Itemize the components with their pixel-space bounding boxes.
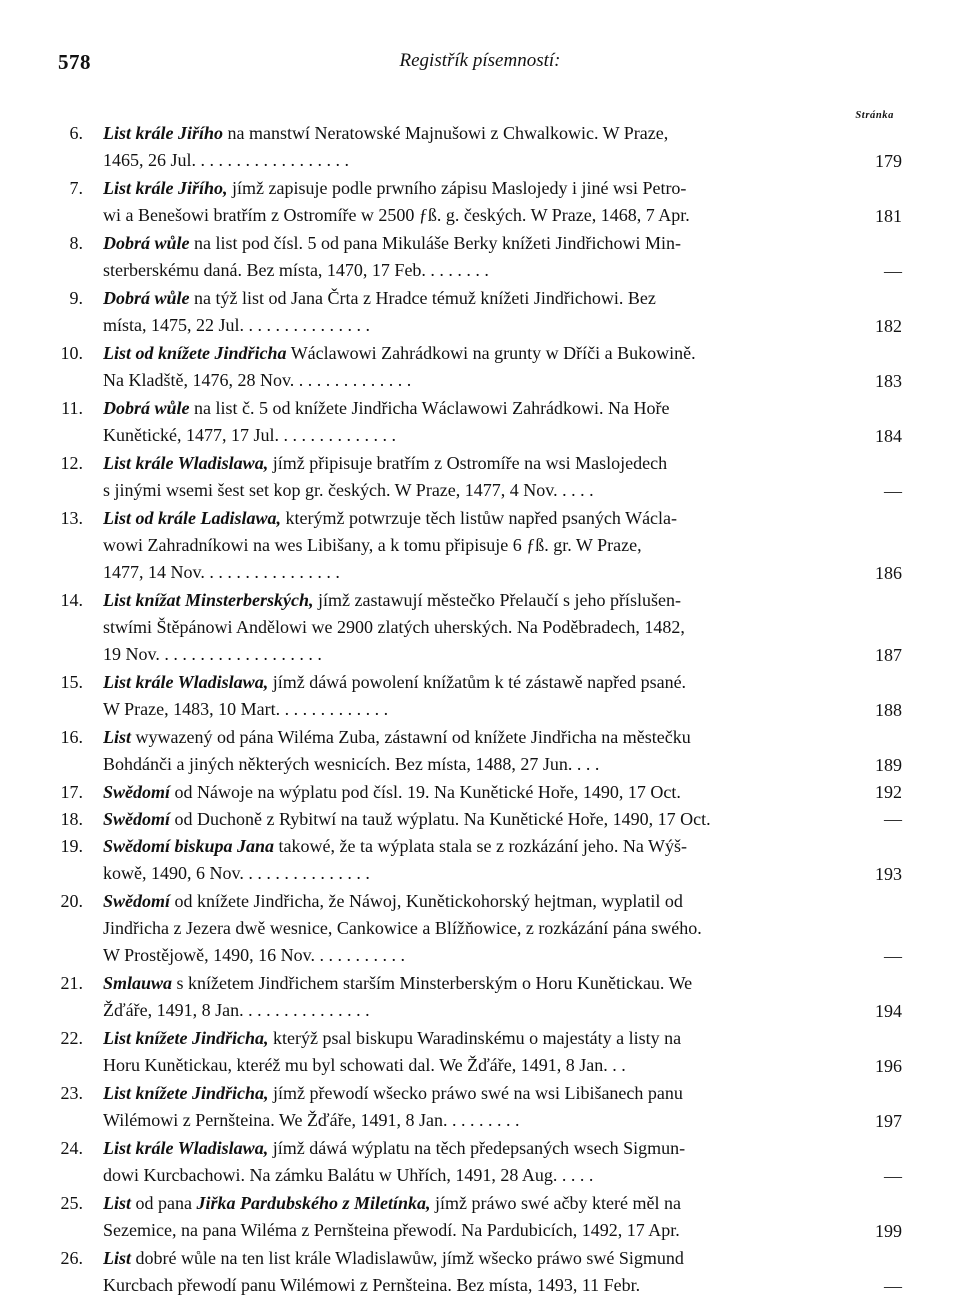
register-entry [40, 724, 902, 779]
entry-plain-text: 1465, 26 Jul. . . . . . . . . . . . . . . . . . [103, 150, 350, 170]
entry-plain-text: Na Kladště, 1476, 28 Nov. . . . . . . . . . . . . . [103, 370, 412, 390]
entry-plain-text: jímž zastawují městečko Přelaučí s jeho příslušen- [313, 590, 681, 610]
entry-number: 13. [60, 508, 83, 528]
entry-page-reference: 183 [875, 371, 902, 391]
register-entry [40, 120, 902, 175]
entry-plain-text: na list č. 5 od knížete Jindřicha Wáclawowi Zahrádkowi. Na Hoře [189, 398, 670, 418]
entry-text [103, 1080, 837, 1134]
register-entry [40, 970, 902, 1025]
entry-line [103, 312, 837, 339]
entry-text [103, 450, 837, 504]
entry-line [103, 587, 837, 614]
entry-page-reference: 179 [875, 151, 902, 171]
entry-line [103, 1190, 837, 1217]
register-entry [40, 779, 902, 806]
entry-plain-text: s knížetem Jindřichem starším Minsterberským o Horu Kunětickau. We [172, 973, 693, 993]
entry-line [103, 202, 837, 229]
entry-italic-title: List od knížete Jindřicha [103, 343, 287, 363]
entry-page-reference: — [884, 946, 902, 966]
entry-plain-text: jímž přewodí wšecko práwo swé na wsi Libišanech panu [268, 1083, 683, 1103]
entry-line [103, 696, 837, 723]
entry-plain-text: 1477, 14 Nov. . . . . . . . . . . . . . . . [103, 562, 340, 582]
register-entry [40, 450, 902, 505]
entry-line [103, 970, 837, 997]
entry-text [103, 888, 837, 969]
entry-line [103, 724, 837, 751]
entry-page-reference: — [884, 261, 902, 281]
entry-page-reference: — [884, 1276, 902, 1296]
entry-page-reference: 186 [875, 563, 902, 583]
entry-line [103, 340, 837, 367]
entry-line [103, 751, 837, 778]
entry-number: 7. [69, 178, 83, 198]
register-entry [40, 175, 902, 230]
entry-page-reference: 188 [875, 700, 902, 720]
entry-line [103, 888, 837, 915]
entry-plain-text: Sezemice, na pana Wiléma z Pernšteina přewodí. Na Pardubicích, 1492, 17 Apr. [103, 1220, 680, 1240]
entry-plain-text: kowě, 1490, 6 Nov. . . . . . . . . . . . . . . [103, 863, 370, 883]
entry-italic-title: Swědomí biskupa Jana [103, 836, 275, 856]
entry-plain-text: od Náwoje na wýplatu pod čísl. 19. Na Kunětické Hoře, 1490, 17 Oct. [170, 782, 681, 802]
entry-number: 26. [60, 1248, 83, 1268]
entry-page-reference: — [884, 809, 902, 829]
entry-plain-text: na týž list od Jana Črta z Hradce témuž knížeti Jindřichowi. Bez [189, 288, 656, 308]
entry-text [103, 779, 837, 806]
entry-number: 6. [69, 123, 83, 143]
register-entry [40, 230, 902, 285]
entry-plain-text: wywazený od pána Wiléma Zuba, zástawní od knížete Jindřicha na městečku [131, 727, 691, 747]
register-list [40, 120, 902, 1300]
entry-plain-text: místa, 1475, 22 Jul. . . . . . . . . . . . . . . [103, 315, 371, 335]
entry-number: 23. [60, 1083, 83, 1103]
entry-italic-title: Swědomí [103, 809, 171, 829]
entry-plain-text: jímž dáwá powolení knížatům k té zástawě napřed psané. [268, 672, 687, 692]
entry-page-reference: 187 [875, 645, 902, 665]
entry-plain-text: od Duchoně z Rybitwí na tauž wýplatu. Na Kunětické Hoře, 1490, 17 Oct. [170, 809, 711, 829]
entry-line [103, 120, 837, 147]
entry-text [103, 340, 837, 394]
register-entry [40, 340, 902, 395]
entry-page-reference: 189 [875, 755, 902, 775]
entry-number: 9. [69, 288, 83, 308]
entry-page-reference: — [884, 1166, 902, 1186]
entry-text [103, 230, 837, 284]
entry-italic-title: List knížete Jindřicha, [103, 1083, 269, 1103]
entry-line [103, 532, 837, 559]
entry-plain-text: 19 Nov. . . . . . . . . . . . . . . . . . . [103, 644, 322, 664]
entry-page-reference: 193 [875, 864, 902, 884]
entry-plain-text: W Praze, 1483, 10 Mart. . . . . . . . . . . . . [103, 699, 389, 719]
entry-plain-text: Jindřicha z Jezera dwě wesnice, Cankowice a Blížňowice, z rozkázání pána swého. [103, 918, 702, 938]
entry-line [103, 669, 837, 696]
entry-page-reference: 199 [875, 1221, 902, 1241]
entry-page-reference: — [884, 481, 902, 501]
entry-plain-text: jímž dáwá wýplatu na těch předepsaných wsech Sigmun- [268, 1138, 686, 1158]
entry-italic-title: List krále Wladislawa, [103, 1138, 269, 1158]
entry-text [103, 833, 837, 887]
register-entry [40, 285, 902, 340]
entry-number: 20. [60, 891, 83, 911]
entry-text [103, 806, 837, 833]
entry-plain-text: na manstwí Neratowské Majnušowi z Chwalkowic. W Praze, [223, 123, 669, 143]
entry-italic-title: List knížat Minsterberských, [103, 590, 314, 610]
entry-plain-text: Žďáře, 1491, 8 Jan. . . . . . . . . . . . . . . [103, 1000, 370, 1020]
entry-line [103, 1107, 837, 1134]
entry-italic-title: Dobrá wůle [103, 233, 190, 253]
entry-plain-text: W Prostějowě, 1490, 16 Nov. . . . . . . . . . . [103, 945, 405, 965]
page-number: 578 [58, 50, 91, 74]
entry-plain-text: stwími Štěpánowi Anděl​owi we 2900 zlatých uherských. Na Poděbradech, 1482, [103, 617, 685, 637]
entry-plain-text: Horu Kunětickau, kteréž mu byl schowati dal. We Žďáře, 1491, 8 Jan. . . [103, 1055, 626, 1075]
entry-page-reference: 192 [875, 782, 902, 802]
register-entry [40, 505, 902, 587]
entry-line [103, 450, 837, 477]
entry-line [103, 942, 837, 969]
entry-text [103, 285, 837, 339]
entry-italic-title: List od krále Ladislawa, [103, 508, 282, 528]
entry-number: 11. [61, 398, 83, 418]
entry-plain-text: dowi Kurcbachowi. Na zámku Balátu w Uhřích, 1491, 28 Aug. . . . . [103, 1165, 594, 1185]
entry-plain-text: od knížete Jindřicha, že Náwoj, Kunětickohorský hejtman, wyplatil od [170, 891, 683, 911]
entry-line [103, 1272, 837, 1299]
entry-text [103, 724, 837, 778]
register-entry [40, 395, 902, 450]
entry-line [103, 614, 837, 641]
entry-italic-title: Jiřka Pardubského z Miletínka, [196, 1193, 431, 1213]
entry-italic-title: Smlauwa [103, 973, 173, 993]
entry-page-reference: 184 [875, 426, 902, 446]
entry-plain-text: jímž připisuje bratřím z Ostromíře na wsi Maslojedech [268, 453, 668, 473]
entry-line [103, 1245, 837, 1272]
entry-number: 12. [60, 453, 83, 473]
entry-line [103, 175, 837, 202]
entry-line [103, 230, 837, 257]
entry-line [103, 1217, 837, 1244]
entry-page-reference: 181 [875, 206, 902, 226]
entry-plain-text: Kurcbach přewodí panu Wilémowi z Pernšteina. Bez místa, 1493, 11 Febr. [103, 1275, 641, 1295]
entry-page-reference: 196 [875, 1056, 902, 1076]
entry-line [103, 1162, 837, 1189]
entry-line [103, 1025, 837, 1052]
entry-line [103, 367, 837, 394]
register-entry [40, 1025, 902, 1080]
entry-italic-title: Dobrá wůle [103, 288, 190, 308]
entry-italic-title: Dobrá wůle [103, 398, 190, 418]
entry-text [103, 505, 837, 586]
entry-plain-text: takowé, že ta wýplata stala se z rozkázání jeho. Na Wýš- [274, 836, 688, 856]
register-entry [40, 833, 902, 888]
register-entry [40, 669, 902, 724]
entry-text [103, 175, 837, 229]
entry-number: 17. [60, 782, 83, 802]
register-entry [40, 1190, 902, 1245]
entry-number: 8. [69, 233, 83, 253]
entry-plain-text: kterýž psal biskupu Waradinskému o majestáty a listy na [268, 1028, 682, 1048]
entry-line [103, 147, 837, 174]
entry-italic-title: List krále Jiřího, [103, 178, 228, 198]
entry-text [103, 120, 837, 174]
entry-line [103, 641, 837, 668]
entry-plain-text: wi a Benešowi bratřím z Ostromíře w 2500 ƒß. g. českých. W Praze, 1468, 7 Apr. [103, 205, 690, 225]
entry-italic-title: Swědomí [103, 891, 171, 911]
entry-number: 10. [60, 343, 83, 363]
entry-text [103, 1245, 837, 1299]
entry-plain-text: wowi Zahradníkowi na wes Libišany, a k tomu připisuje 6 ƒß. gr. W Praze, [103, 535, 642, 555]
entry-italic-title: List [103, 1193, 132, 1213]
entry-plain-text: Bohdánči a jiných některých wesnicích. Bez místa, 1488, 27 Jun. . . . [103, 754, 600, 774]
register-entry [40, 587, 902, 669]
entry-line [103, 915, 837, 942]
entry-text [103, 1190, 837, 1244]
entry-plain-text: jímž práwo swé ačby které měl na [430, 1193, 681, 1213]
entry-line [103, 257, 837, 284]
entry-plain-text: s jinými wsemi šest set kop gr. českých. W Praze, 1477, 4 Nov. . . . . [103, 480, 594, 500]
entry-line [103, 860, 837, 887]
column-label: Stránka [855, 110, 894, 121]
entry-plain-text: Wilémowi z Pernšteina. We Žďáře, 1491, 8 Jan. . . . . . . . . [103, 1110, 520, 1130]
entry-plain-text: dobré wůle na ten list krále Wladislawůw, jímž wšecko práwo swé Sigmund [131, 1248, 684, 1268]
entry-text [103, 669, 837, 723]
entry-line [103, 285, 837, 312]
entry-italic-title: List knížete Jindřicha, [103, 1028, 269, 1048]
entry-number: 21. [60, 973, 83, 993]
entry-text [103, 395, 837, 449]
entry-plain-text: Wáclawowi Zahrádkowi na grunty w Dříči a Bukowině. [286, 343, 696, 363]
entry-plain-text: kterýmž potwrzuje těch listůw napřed psaných Wácla- [281, 508, 678, 528]
entry-line [103, 505, 837, 532]
entry-italic-title: List krále Wladislawa, [103, 453, 269, 473]
entry-plain-text: Kunětické, 1477, 17 Jul. . . . . . . . . . . . . . [103, 425, 396, 445]
entry-italic-title: List krále Wladislawa, [103, 672, 269, 692]
entry-line [103, 1135, 837, 1162]
entry-line [103, 833, 837, 860]
register-entry [40, 1245, 902, 1300]
entry-page-reference: 194 [875, 1001, 902, 1021]
entry-italic-title: List [103, 727, 132, 747]
entry-line [103, 559, 837, 586]
entry-italic-title: List krále Jiřího [103, 123, 224, 143]
entry-plain-text: sterberskému daná. Bez místa, 1470, 17 Feb. . . . . . . . [103, 260, 489, 280]
register-entry [40, 888, 902, 970]
entry-text [103, 970, 837, 1024]
entry-page-reference: 197 [875, 1111, 902, 1131]
entry-number: 16. [60, 727, 83, 747]
entry-number: 22. [60, 1028, 83, 1048]
entry-number: 14. [60, 590, 83, 610]
register-entry [40, 1080, 902, 1135]
entry-number: 15. [60, 672, 83, 692]
register-entry [40, 806, 902, 833]
entry-text [103, 1135, 837, 1189]
entry-line [103, 806, 837, 833]
entry-line [103, 422, 837, 449]
entry-line [103, 477, 837, 504]
entry-italic-title: Swědomí [103, 782, 171, 802]
entry-line [103, 1080, 837, 1107]
entry-line [103, 1052, 837, 1079]
entry-number: 24. [60, 1138, 83, 1158]
entry-plain-text: od pana [131, 1193, 197, 1213]
entry-page-reference: 182 [875, 316, 902, 336]
entry-number: 18. [60, 809, 83, 829]
entry-text [103, 1025, 837, 1079]
entry-line [103, 997, 837, 1024]
entry-plain-text: jímž zapisuje podle prwního zápisu Maslojedy i jiné wsi Petro- [227, 178, 687, 198]
entry-plain-text: na list pod čísl. 5 od pana Mikuláše Berky knížeti Jindřichowi Min- [189, 233, 681, 253]
entry-number: 25. [60, 1193, 83, 1213]
register-entry [40, 1135, 902, 1190]
entry-line [103, 395, 837, 422]
entry-number: 19. [60, 836, 83, 856]
entry-text [103, 587, 837, 668]
entry-italic-title: List [103, 1248, 132, 1268]
running-title: Registřík písemností: [399, 50, 561, 71]
entry-line [103, 779, 837, 806]
